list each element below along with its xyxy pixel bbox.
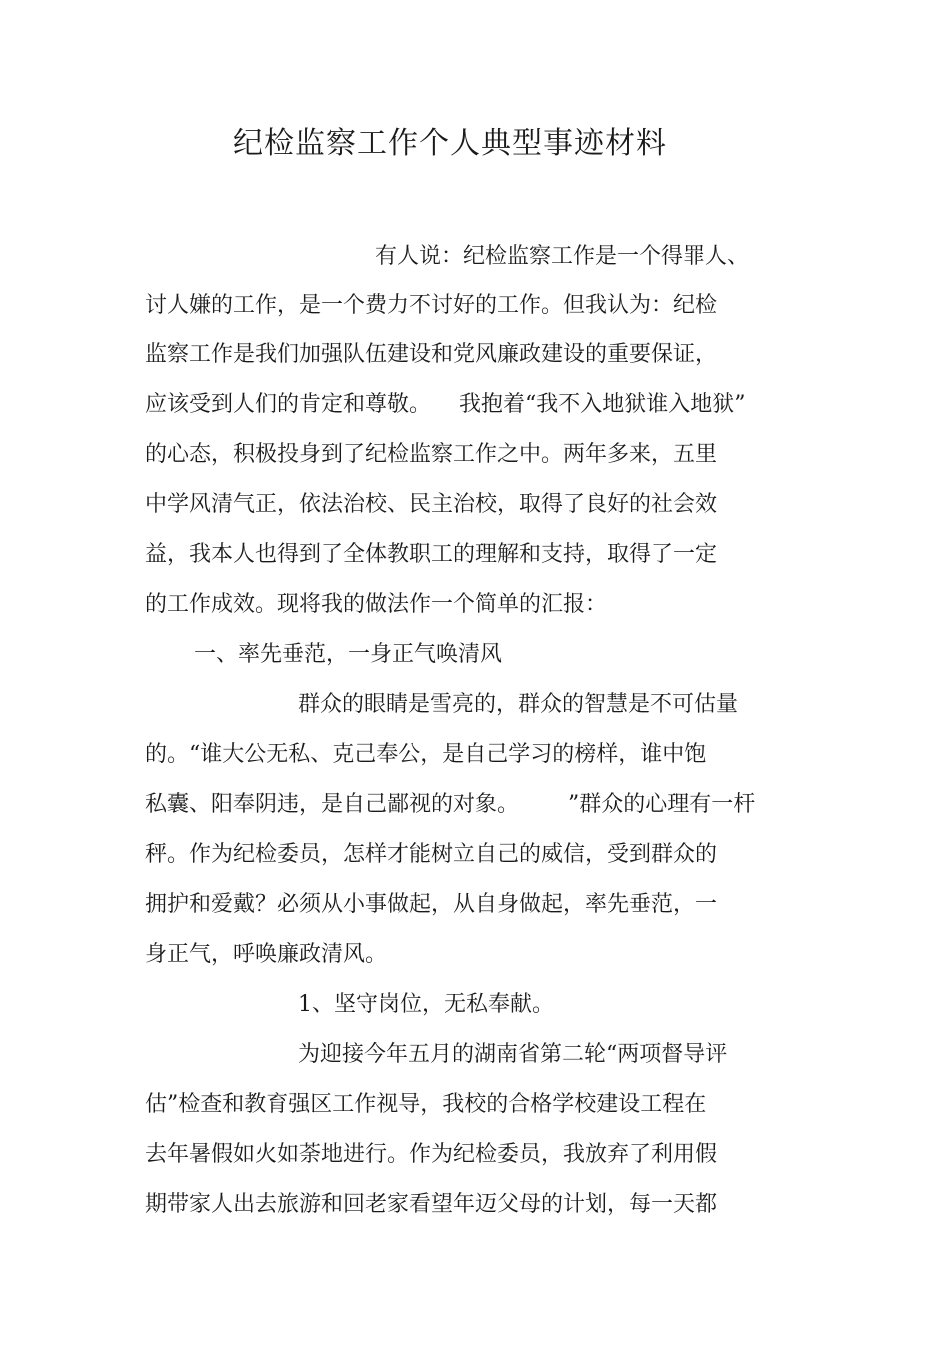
paragraph-line: 秤。作为纪检委员，怎样才能树立自己的威信，受到群众的	[145, 842, 718, 867]
paragraph-line: 益，我本人也得到了全体教职工的理解和支持，取得了一定	[145, 542, 718, 567]
paragraph-line: 的心态，积极投身到了纪检监察工作之中。两年多来，五里	[145, 442, 718, 467]
section-heading: 一、率先垂范，一身正气唤清风	[194, 642, 503, 667]
paragraph-line: 的。“谁大公无私、克己奉公，是自己学习的榜样，谁中饱	[145, 742, 707, 767]
paragraph-line: 私囊、阳奉阴违，是自己鄙视的对象。 ”群众的心理有一杆	[145, 792, 756, 817]
paragraph-line: 群众的眼睛是雪亮的，群众的智慧是不可估量	[298, 692, 739, 717]
paragraph-line: 身正气，呼唤廉政清风。	[145, 942, 388, 967]
paragraph-line: 有人说：纪检监察工作是一个得罪人、	[375, 244, 750, 269]
paragraph-line: 监察工作是我们加强队伍建设和党风廉政建设的重要保证，	[145, 342, 718, 367]
paragraph-line: 应该受到人们的肯定和尊敬。 我抱着“我不入地狱谁入地狱”	[145, 392, 746, 417]
paragraph-line: 估”检查和教育强区工作视导，我校的合格学校建设工程在	[145, 1092, 707, 1117]
paragraph-line: 去年暑假如火如荼地进行。作为纪检委员，我放弃了利用假	[145, 1142, 718, 1167]
paragraph-line: 中学风清气正，依法治校、民主治校，取得了良好的社会效	[145, 492, 718, 517]
paragraph-line: 期带家人出去旅游和回老家看望年迈父母的计划，每一天都	[145, 1192, 718, 1217]
paragraph-line: 讨人嫌的工作，是一个费力不讨好的工作。但我认为：纪检	[145, 293, 718, 318]
subsection-heading: 1、坚守岗位，无私奉献。	[298, 992, 554, 1017]
paragraph-line: 拥护和爱戴？必须从小事做起，从自身做起，率先垂范，一	[145, 892, 718, 917]
paragraph-line: 的工作成效。现将我的做法作一个简单的汇报：	[145, 592, 608, 617]
document-title: 纪检监察工作个人典型事迹材料	[233, 126, 667, 161]
paragraph-line: 为迎接今年五月的湖南省第二轮“两项督导评	[298, 1042, 728, 1067]
